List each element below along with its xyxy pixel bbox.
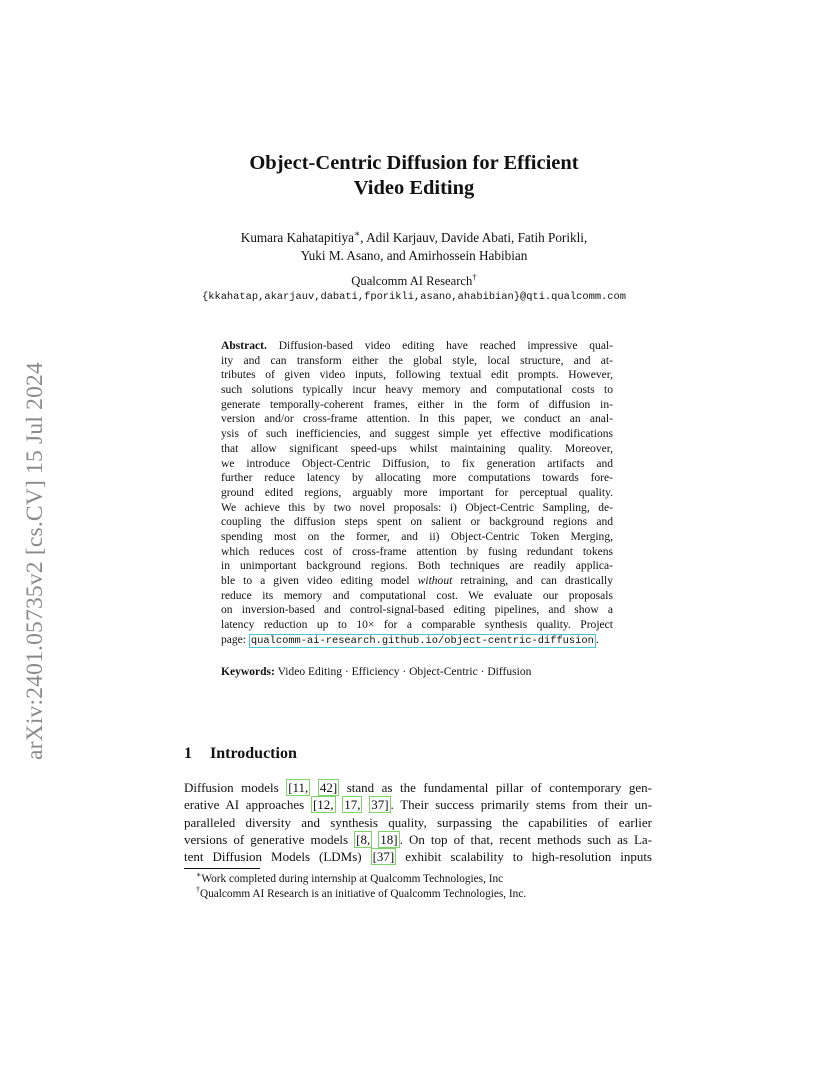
abstract-line: spending most on the former, and ii) Object-Centric Token Merging, [221, 530, 613, 543]
abstract-line: generate temporally-coherent frames, either in the form of diffusion in- [221, 398, 613, 411]
paper-title-line-1: Object-Centric Diffusion for Efficient [249, 152, 579, 174]
affiliation-name: Qualcomm AI Research [351, 274, 473, 288]
author-rest: , Adil Karjauv, Davide Abati, Fatih Porikli, [360, 230, 588, 245]
intro-text: erative AI approaches [184, 797, 311, 813]
abstract-line: reduce its memory and computational cost. We evaluate our proposals [221, 589, 613, 602]
keywords-label: Keywords: [221, 666, 275, 678]
footnote-mark-dagger: † [472, 271, 477, 282]
citation-link[interactable]: [12, [312, 797, 334, 813]
abstract [221, 339, 613, 647]
abstract-line: which reduces cost of cross-frame attention by fusing redundant tokens [221, 545, 613, 558]
abstract-line: further reduce latency by allocating more computations towards fore- [221, 472, 613, 485]
footnote-1: Work completed during internship at Qualcomm Technologies, Inc [201, 873, 504, 885]
abstract-line: ity and can transform either the global style, local structure, and at- [221, 354, 613, 367]
intro-text: stand as the fundamental pillar of contemporary gen- [339, 780, 653, 795]
abstract-emphasis: without [417, 575, 453, 587]
footnote-2: Qualcomm AI Research is an initiative of Qualcomm Technologies, Inc. [199, 888, 527, 900]
abstract-label: Abstract. [221, 340, 267, 352]
abstract-line: version and/or cross-frame attention. In this paper, we conduct an anal- [221, 413, 613, 426]
abstract-line: we introduce Object-Centric Diffusion, to fix generation artifacts and [221, 457, 613, 470]
abstract-line: on inversion-based and control-signal-based editing pipelines, and show a [221, 604, 613, 617]
footnote-mark-star: ∗ [353, 228, 361, 239]
abstract-line: Diffusion-based video editing have reached impressive qual- [278, 340, 613, 352]
footnote-divider [184, 868, 260, 869]
keywords-text: Video Editing · Efficiency · Object-Centric · Diffusion [277, 666, 532, 678]
author-emails: {kkahatap,akarjauv,dabati,fporikli,asano,ahabibian}@qti.qualcomm.com [201, 291, 626, 303]
author-list [0, 229, 828, 264]
abstract-text: page: [221, 633, 249, 646]
abstract-line: that allow significant speed-ups whilst maintaining quality. Moreover, [221, 442, 613, 455]
affiliation [0, 271, 828, 289]
citation-link[interactable]: 17, [344, 797, 361, 813]
arxiv-identifier-stamp: arXiv:2401.05735v2 [cs.CV] 15 Jul 2024 [22, 362, 48, 760]
abstract-line: We achieve this by two novel proposals: i) Object-Centric Sampling, de- [221, 501, 613, 514]
citation-link[interactable]: [37] [372, 849, 395, 865]
intro-text: . Their success primarily stems from their un- [390, 797, 652, 813]
section-heading [184, 745, 297, 763]
citation-link[interactable]: [11, [288, 780, 309, 795]
intro-line: paralleled diversity and synthesis quality, surpassing the capabilities of earlier [184, 814, 652, 830]
project-page-link[interactable]: qualcomm-ai-research.github.io/object-centric-diffusion [250, 634, 594, 647]
footnote-mark-dagger: † [196, 885, 200, 895]
citation-link[interactable]: [8, [356, 831, 371, 847]
abstract-text: retraining, and can drastically [452, 575, 613, 587]
section-number: 1 [184, 745, 192, 762]
intro-text: versions of generative models [184, 831, 355, 847]
citation-link[interactable]: 18] [380, 831, 398, 847]
intro-text: tent Diffusion Models (LDMs) [184, 849, 371, 865]
abstract-text: . [595, 633, 599, 646]
abstract-line: tributes of given video inputs, following textual edit prompts. However, [221, 369, 613, 382]
paper-title [0, 151, 828, 201]
citation-link[interactable]: 37] [371, 797, 389, 813]
intro-text: exhibit scalability to high-resolution inputs [396, 849, 652, 865]
author-first: Kumara Kahatapitiya [240, 230, 354, 245]
intro-text: Diffusion models [184, 780, 287, 795]
intro-paragraph [184, 779, 652, 865]
footnotes [196, 872, 526, 902]
abstract-line: coupling the diffusion steps spent on salient or background regions and [221, 516, 613, 529]
abstract-line: such solutions typically incur heavy memory and computational costs to [221, 384, 613, 397]
abstract-line: latency reduction up to 10× for a comparable synthesis quality. Project [221, 619, 613, 632]
citation-link[interactable]: 42] [319, 780, 338, 795]
abstract-text: ble to a given video editing model [221, 575, 418, 587]
footnote-mark-star: ∗ [196, 870, 202, 880]
abstract-line: in unimportant background regions. Both techniques are readily applica- [221, 560, 613, 573]
paper-title-line-2: Video Editing [353, 177, 475, 199]
keywords [221, 666, 613, 678]
intro-text: . On top of that, recent methods such as La- [399, 831, 653, 847]
abstract-line: ysis of such inefficiencies, and suggest simple yet effective modifications [221, 428, 613, 441]
section-title: Introduction [210, 745, 297, 762]
abstract-line: ground edited regions, arguably more important for perceptual quality. [221, 486, 613, 499]
author-line-2: Yuki M. Asano, and Amirhossein Habibian [300, 247, 528, 263]
